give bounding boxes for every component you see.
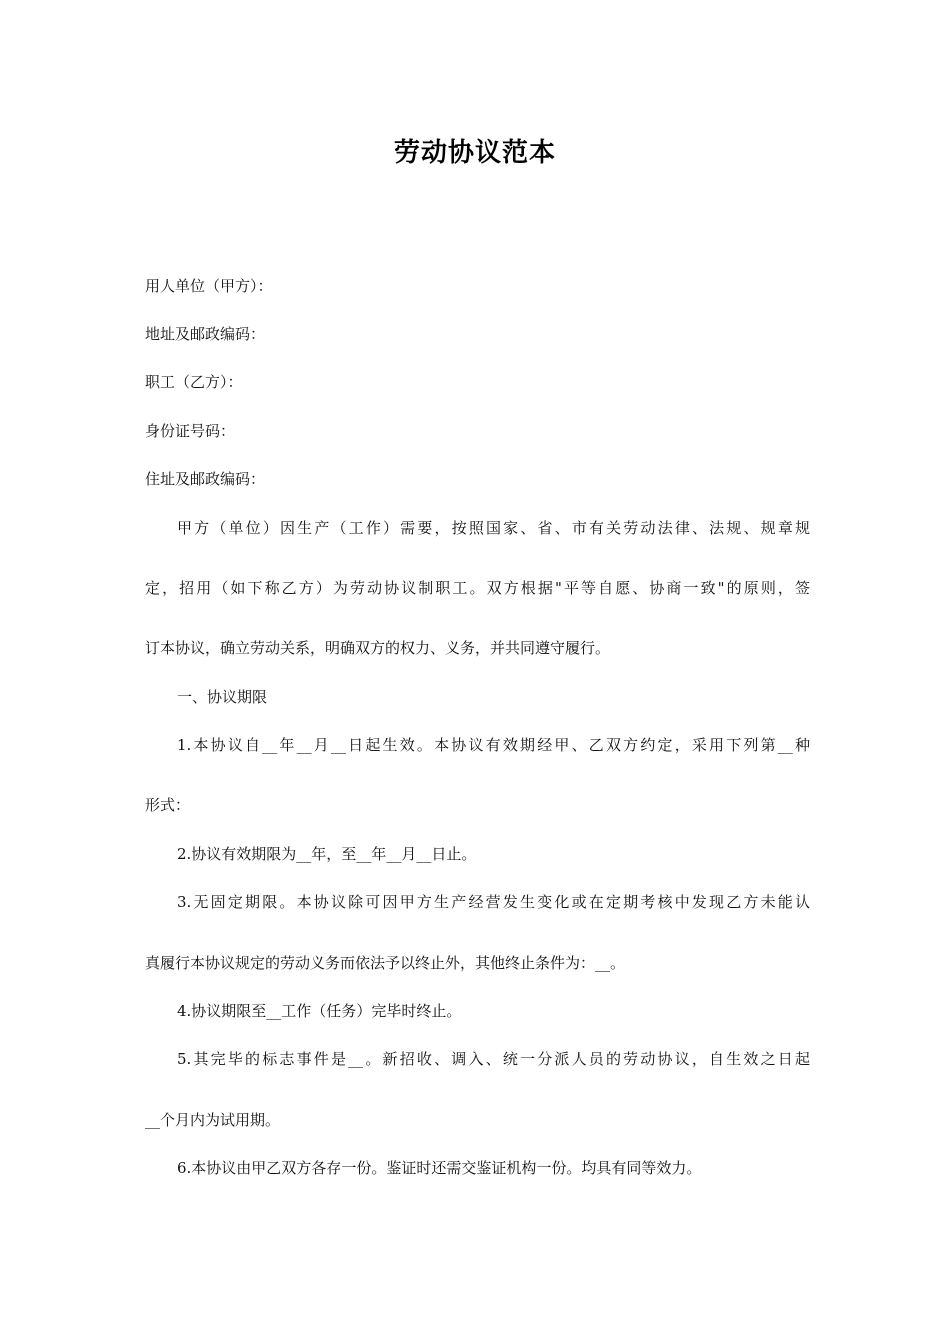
intro-line-2: 定，招用（如下称乙方）为劳动协议制职工。双方根据"平等自愿、协商一致"的原则，签	[145, 579, 810, 597]
field-id-number: 身份证号码：	[145, 422, 236, 440]
clause-5-line-1: 5.其完毕的标志事件是__。新招收、调入、统一分派人员的劳动协议，自生效之日起	[177, 1050, 810, 1068]
clause-1-line-1: 1.本协议自__年__月__日起生效。本协议有效期经甲、乙双方约定，采用下列第__种	[177, 736, 810, 754]
clause-5-line-2: __个月内为试用期。	[145, 1111, 281, 1129]
intro-line-1: 甲方（单位）因生产（工作）需要，按照国家、省、市有关劳动法律、法规、规章规	[177, 519, 810, 537]
clause-2: 2.协议有效期限为__年，至__年__月__日止。	[177, 845, 477, 863]
clause-1-line-2: 形式：	[145, 796, 191, 814]
clause-6: 6.本协议由甲乙双方各存一份。鉴证时还需交鉴证机构一份。均具有同等效力。	[177, 1159, 702, 1177]
clause-3-line-2: 真履行本协议规定的劳动义务而依法予以终止外，其他终止条件为：__。	[145, 954, 626, 972]
section-heading-term: 一、协议期限	[177, 688, 268, 706]
clause-4: 4.协议期限至__工作（任务）完毕时终止。	[177, 1002, 462, 1020]
clause-3-line-1: 3.无固定期限。本协议除可因甲方生产经营发生变化或在定期考核中发现乙方未能认	[177, 893, 810, 911]
document-title: 劳动协议范本	[393, 138, 556, 168]
field-employer: 用人单位（甲方）：	[145, 277, 273, 295]
field-employee: 职工（乙方）：	[145, 373, 243, 391]
intro-line-3: 订本协议，确立劳动关系，明确双方的权力、义务，并共同遵守履行。	[145, 639, 611, 657]
field-employee-address: 住址及邮政编码：	[145, 470, 266, 488]
field-employer-address: 地址及邮政编码：	[145, 325, 266, 343]
